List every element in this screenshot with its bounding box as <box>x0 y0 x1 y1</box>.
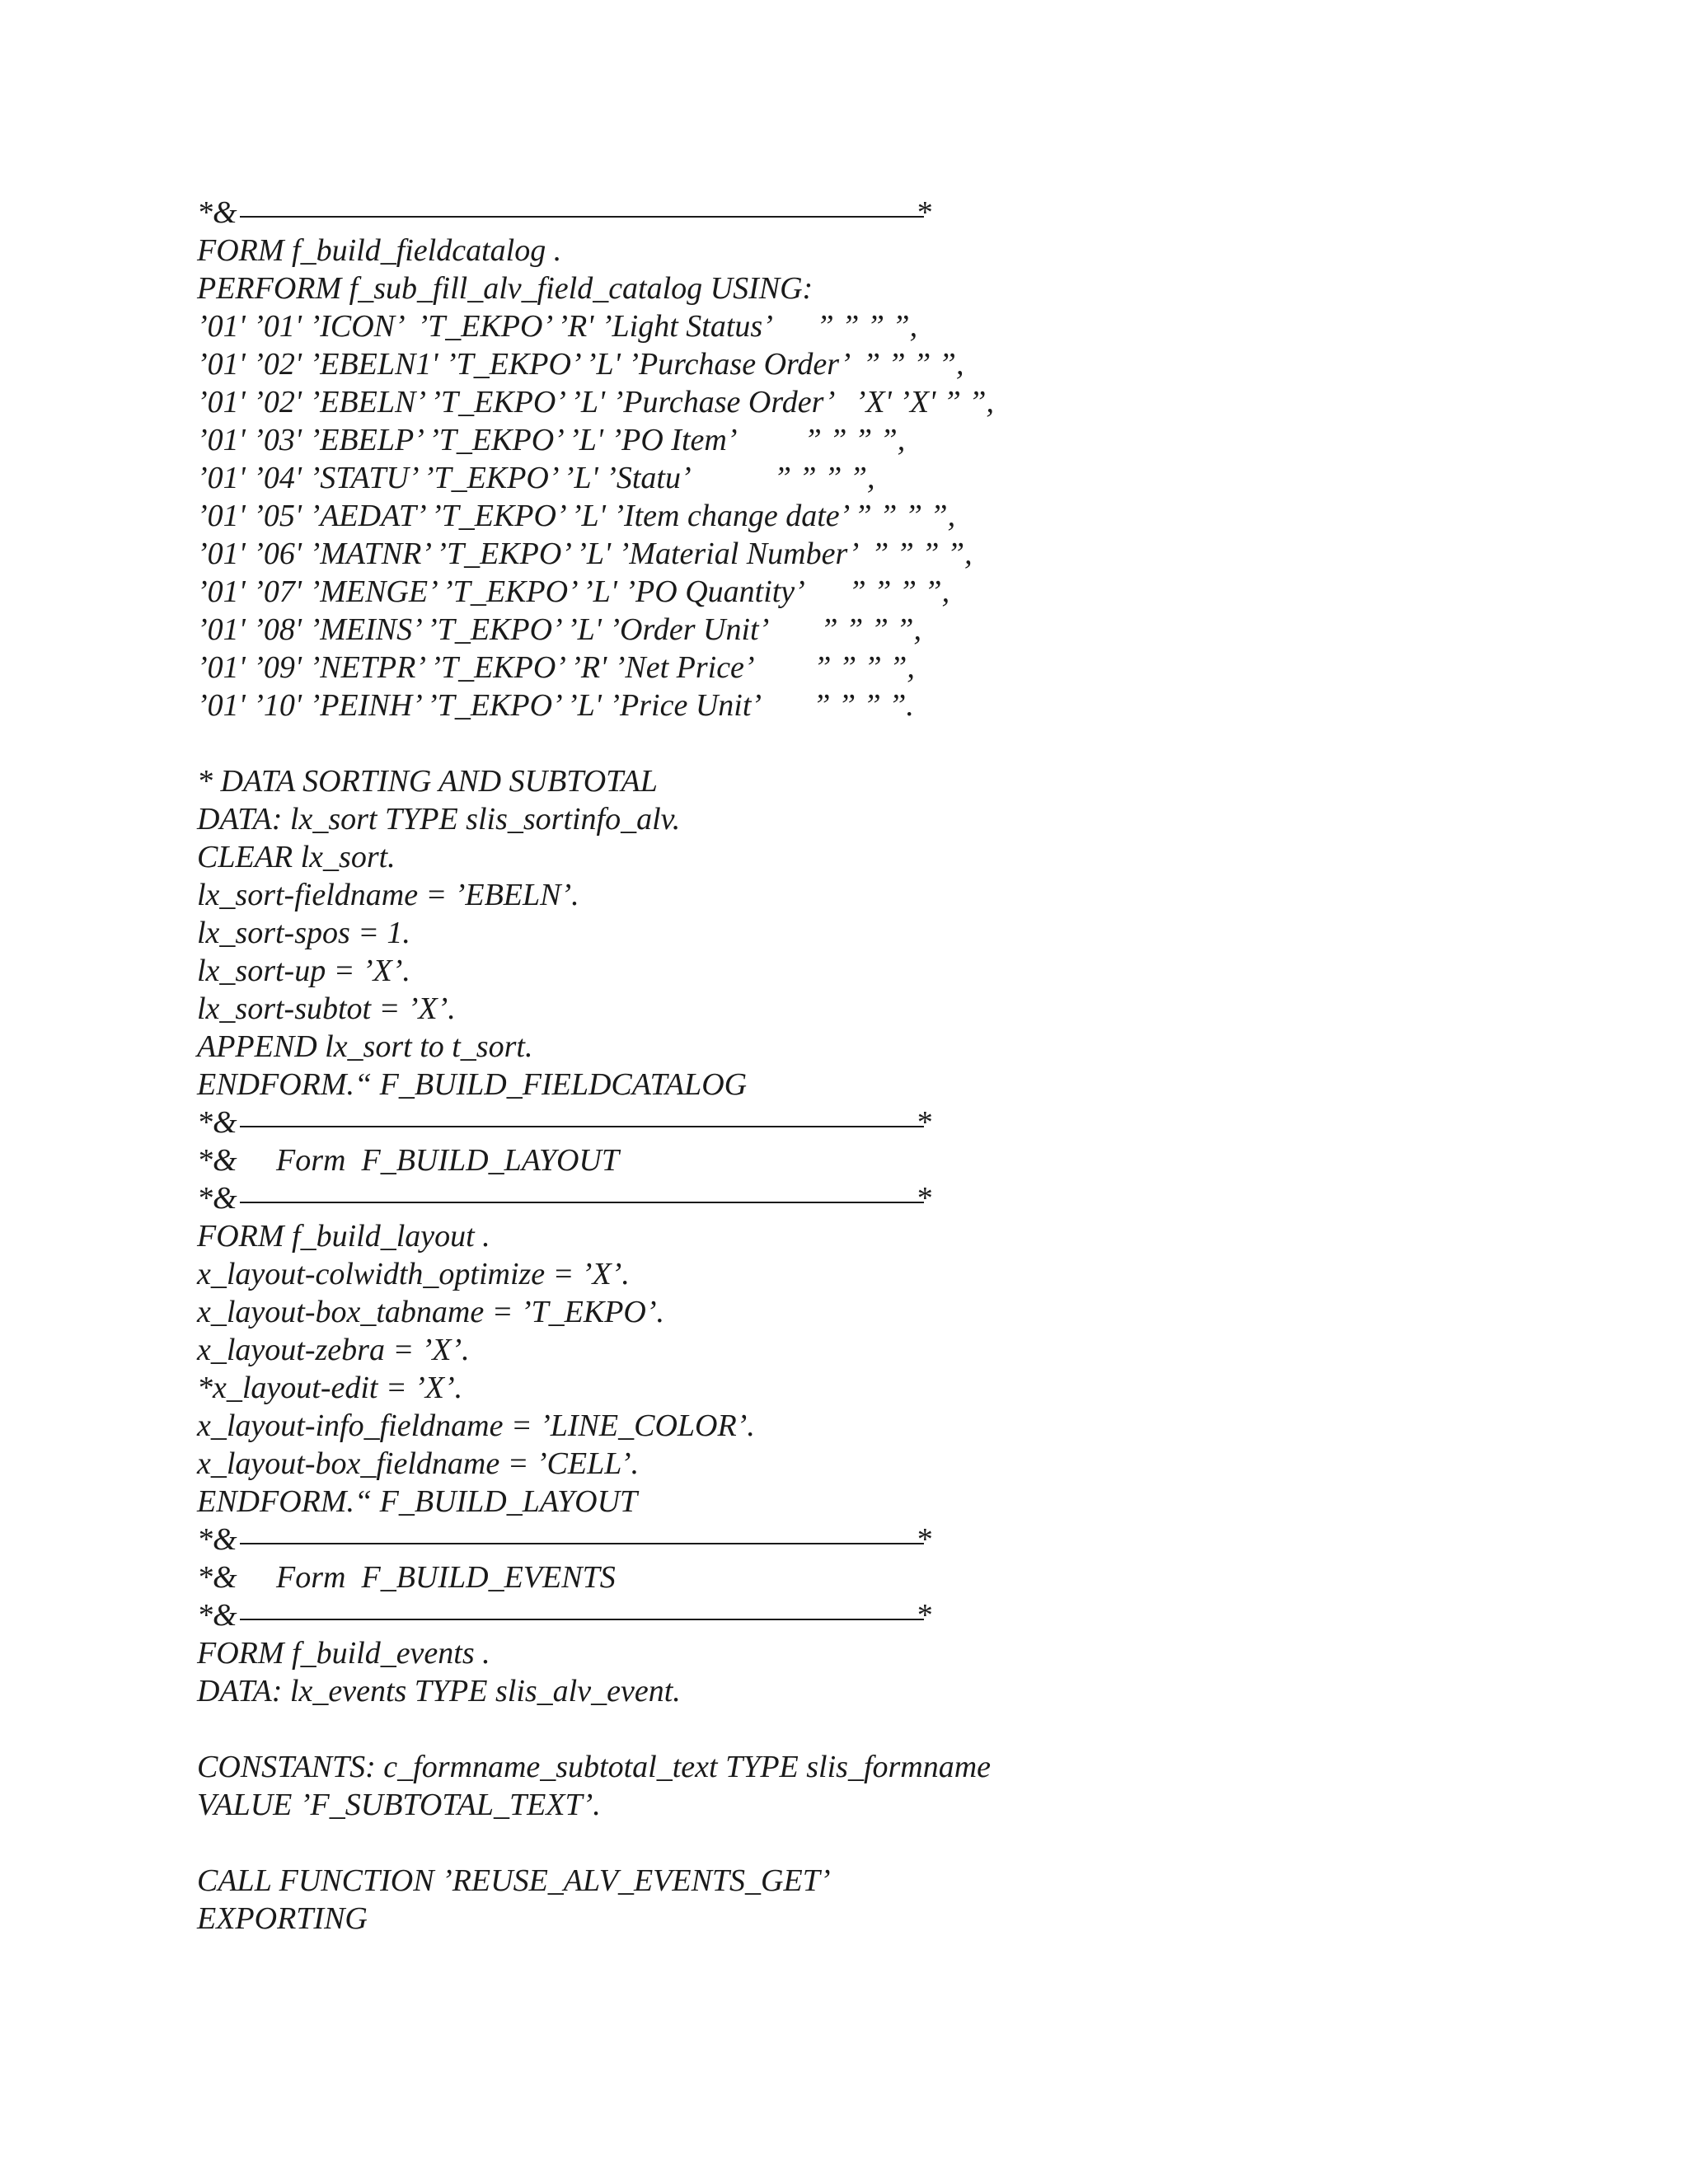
comment-rule-line <box>197 194 939 232</box>
code-line: VALUE ’F_SUBTOTAL_TEXT’. <box>197 1788 601 1822</box>
comment-rule-line <box>197 1104 939 1141</box>
code-line: ’01' ’08' ’MEINS’ ’T_EKPO’ ’L' ’Order Unit’ ” ” ” ”, <box>197 612 922 647</box>
code-line: FORM f_build_fieldcatalog . <box>197 233 562 268</box>
code-line: ’01' ’07' ’MENGE’ ’T_EKPO’ ’L' ’PO Quantity’ ” ” ” ”, <box>197 574 950 609</box>
rule-start-marker: *& <box>197 195 237 230</box>
rule-bar <box>240 1619 924 1620</box>
code-line: *& Form F_BUILD_LAYOUT <box>197 1143 619 1178</box>
comment-rule-line <box>197 1521 939 1558</box>
code-line: ’01' ’02' ’EBELN1' ’T_EKPO’ ’L' ’Purchase Order’ ” ” ” ”, <box>197 347 964 382</box>
code-line: x_layout-box_tabname = ’T_EKPO’. <box>197 1295 665 1329</box>
code-line: ’01' ’10' ’PEINH’ ’T_EKPO’ ’L' ’Price Unit’ ” ” ” ”. <box>197 688 914 723</box>
rule-bar <box>240 216 924 218</box>
code-line: APPEND lx_sort to t_sort. <box>197 1029 533 1064</box>
code-line: ENDFORM.“ F_BUILD_FIELDCATALOG <box>197 1067 748 1102</box>
code-line: lx_sort-up = ’X’. <box>197 954 410 988</box>
code-line: ’01' ’09' ’NETPR’ ’T_EKPO’ ’R' ’Net Price’ ” ” ” ”, <box>197 650 915 685</box>
rule-start-marker: *& <box>197 1522 237 1557</box>
rule-end-marker: * <box>916 1522 931 1557</box>
code-line: x_layout-info_fieldname = ’LINE_COLOR’. <box>197 1408 755 1443</box>
rule-end-marker: * <box>916 1105 931 1140</box>
code-line: *& Form F_BUILD_EVENTS <box>197 1560 616 1595</box>
blank-line <box>197 1710 1557 1748</box>
code-line: DATA: lx_events TYPE slis_alv_event. <box>197 1674 681 1708</box>
blank-line <box>197 724 1557 762</box>
rule-start-marker: *& <box>197 1181 237 1216</box>
code-line: ’01' ’01' ’ICON’ ’T_EKPO’ ’R' ’Light Status’ ” ” ” ”, <box>197 309 918 344</box>
code-line: x_layout-box_fieldname = ’CELL’. <box>197 1446 640 1481</box>
code-line: CALL FUNCTION ’REUSE_ALV_EVENTS_GET’ <box>197 1863 831 1898</box>
rule-bar <box>240 1202 924 1203</box>
rule-bar <box>240 1543 924 1544</box>
rule-end-marker: * <box>916 1598 931 1633</box>
code-listing <box>197 194 1557 1938</box>
code-line: ’01' ’05' ’AEDAT’ ’T_EKPO’ ’L' ’Item change date’ ” ” ” ”, <box>197 499 956 533</box>
code-line: PERFORM f_sub_fill_alv_field_catalog USING: <box>197 271 814 306</box>
code-line: ’01' ’06' ’MATNR’ ’T_EKPO’ ’L' ’Material Number’ ” ” ” ”, <box>197 537 973 571</box>
code-line: *x_layout-edit = ’X’. <box>197 1371 463 1405</box>
code-line: FORM f_build_events . <box>197 1636 490 1671</box>
comment-rule-line <box>197 1596 939 1634</box>
code-line: FORM f_build_layout . <box>197 1219 490 1254</box>
code-line: x_layout-colwidth_optimize = ’X’. <box>197 1257 630 1291</box>
code-line: DATA: lx_sort TYPE slis_sortinfo_alv. <box>197 802 681 837</box>
comment-rule-line <box>197 1179 939 1217</box>
code-line: lx_sort-spos = 1. <box>197 916 410 950</box>
code-line: x_layout-zebra = ’X’. <box>197 1333 470 1367</box>
code-line: lx_sort-fieldname = ’EBELN’. <box>197 878 579 912</box>
rule-start-marker: *& <box>197 1105 237 1140</box>
code-line: ’01' ’03' ’EBELP’ ’T_EKPO’ ’L' ’PO Item’ ” ” ” ”, <box>197 423 906 457</box>
code-line: CLEAR lx_sort. <box>197 840 396 874</box>
code-line: ’01' ’02' ’EBELN’ ’T_EKPO’ ’L' ’Purchase Order’ ’X' ’X' ” ”, <box>197 385 994 419</box>
rule-bar <box>240 1126 924 1127</box>
code-line: CONSTANTS: c_formname_subtotal_text TYPE slis_formname <box>197 1750 992 1784</box>
rule-end-marker: * <box>916 195 931 230</box>
code-line: * DATA SORTING AND SUBTOTAL <box>197 764 658 799</box>
code-line: ENDFORM.“ F_BUILD_LAYOUT <box>197 1484 638 1519</box>
blank-line <box>197 1824 1557 1862</box>
rule-start-marker: *& <box>197 1598 237 1633</box>
code-line: EXPORTING <box>197 1901 368 1936</box>
code-line: ’01' ’04' ’STATU’ ’T_EKPO’ ’L' ’Statu’ ” ” ” ”, <box>197 461 875 495</box>
code-line: lx_sort-subtot = ’X’. <box>197 991 456 1026</box>
rule-end-marker: * <box>916 1181 931 1216</box>
